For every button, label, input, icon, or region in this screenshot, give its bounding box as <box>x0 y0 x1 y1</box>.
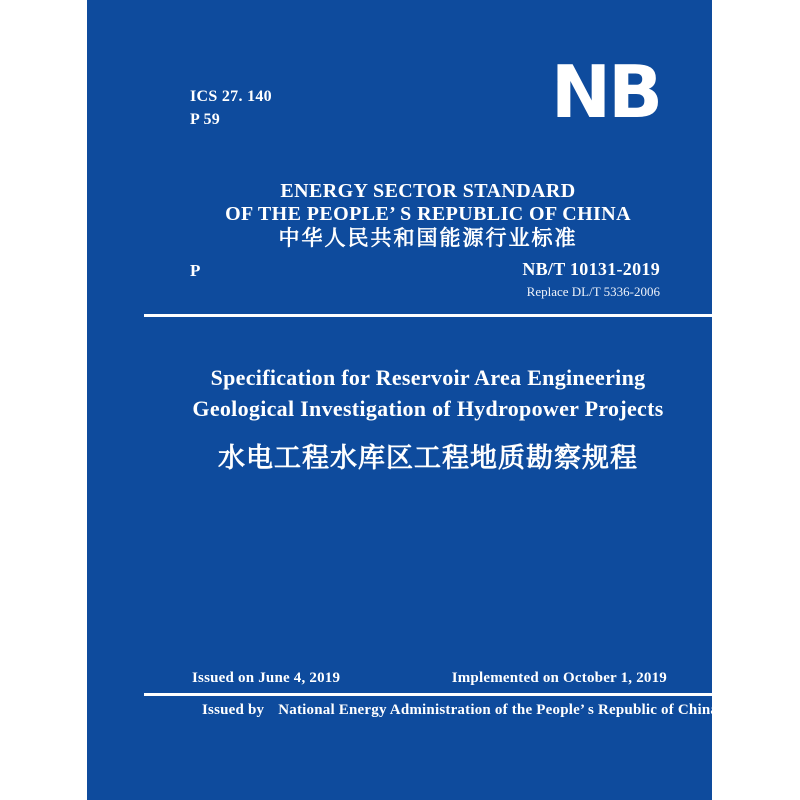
standard-header-line1: ENERGY SECTOR STANDARD <box>280 180 576 202</box>
replaced-standard-note: Replace DL/T 5336-2006 <box>526 284 660 299</box>
top-divider-rule <box>144 314 712 317</box>
standard-header-line2: OF THE PEOPLE’ S REPUBLIC OF CHINA <box>225 203 631 225</box>
title-english-line1: Specification for Reservoir Area Engineering <box>210 365 646 390</box>
title-english-line2: Geological Investigation of Hydropower Projects <box>192 396 664 421</box>
standard-code-block <box>522 259 660 300</box>
issued-on-date: Issued on June 4, 2019 <box>192 670 341 686</box>
issuer-row <box>202 702 718 719</box>
issuing-authority: National Energy Administration of the People’ s Republic of China <box>278 702 719 718</box>
ics-classification-block <box>190 85 272 131</box>
issue-dates-row <box>192 670 667 687</box>
nb-logo: NB <box>550 50 660 134</box>
issued-by-label: Issued by <box>202 702 265 718</box>
bottom-divider-rule <box>144 693 712 696</box>
p-mark: P <box>190 261 201 280</box>
standard-header <box>144 180 712 252</box>
title-chinese: 水电工程水库区工程地质勘察规程 <box>218 443 638 473</box>
blue-cover-area <box>87 0 719 800</box>
ics-code: ICS 27. 140 <box>190 88 272 105</box>
standard-header-chinese: 中华人民共和国能源行业标准 <box>278 227 578 250</box>
standard-code: NB/T 10131-2019 <box>522 259 660 279</box>
implemented-on-date: Implemented on October 1, 2019 <box>451 670 667 686</box>
document-title-block <box>144 362 712 475</box>
doc-class-code: P 59 <box>190 111 221 128</box>
